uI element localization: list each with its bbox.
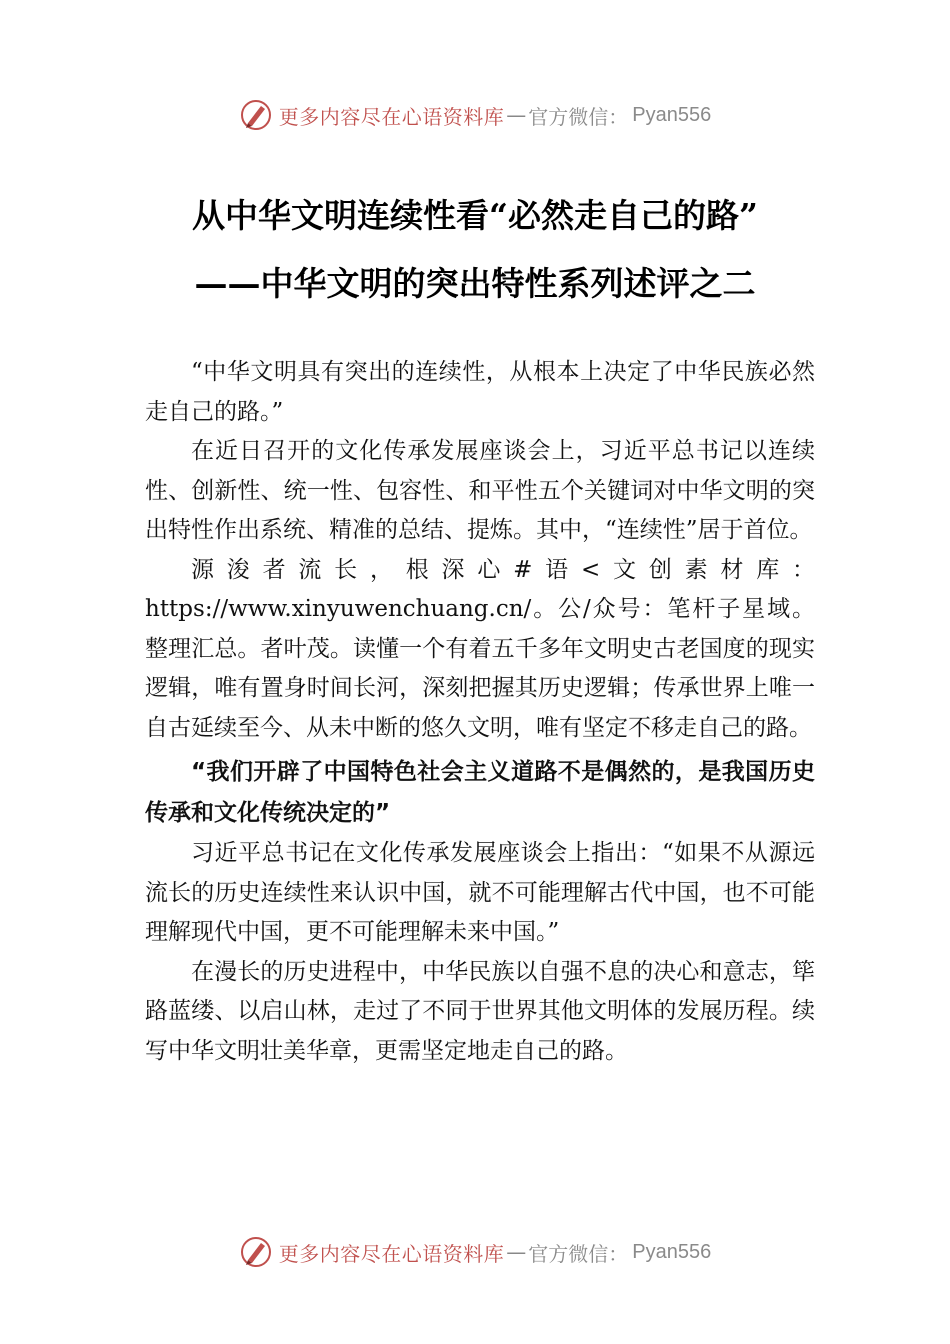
- section-heading: “我们开辟了中国特色社会主义道路不是偶然的，是我国历史传承和文化传统决定的”: [145, 759, 815, 826]
- paragraph-3: 源浚者流长，根深心#语<文创素材库：https://www.xinyuwenchuang.cn/。公/众号：笔杆子星域。整理汇总。者叶茂。读懂一个有着五千多年文明史古老国度的现实逻辑，唯有置身时间长河，深刻把握其历史逻辑；传承世界上唯一自古延续至今、从未中断的悠久文明，唯有坚定不移走自己的路。: [145, 556, 815, 741]
- pen-logo-icon: [239, 1235, 273, 1269]
- banner-text: 更多内容尽在心语资料库: [278, 104, 505, 129]
- article-body: [145, 353, 815, 1071]
- paragraph-4: 习近平总书记在文化传承发展座谈会上指出：“如果不从源远流长的历史连续性来认识中国，就不可能理解古代中国，也不可能理解现代中国，更不可能理解未来中国。”: [145, 840, 815, 945]
- banner-text: 更多内容尽在心语资料库: [278, 1241, 505, 1266]
- paragraph-5: 在漫长的历史进程中，中华民族以自强不息的决心和意志，筚路蓝缕、以启山林，走过了不同于世界其他文明体的发展历程。续写中华文明壮美华章，更需坚定地走自己的路。: [145, 958, 815, 1064]
- footer-banner: [0, 1232, 950, 1272]
- banner-separator: —: [506, 1240, 527, 1264]
- pen-logo-icon: [239, 98, 273, 132]
- document-title: 从中华文明连续性看“必然走自己的路”: [192, 196, 758, 235]
- banner-wechat-id: Pyan556: [632, 1240, 712, 1263]
- header-banner: [0, 95, 950, 135]
- banner-wechat-label: 官方微信：: [528, 104, 629, 129]
- banner-separator: —: [506, 103, 527, 127]
- banner-wechat-label: 官方微信：: [528, 1241, 629, 1266]
- document-subtitle: ——中华文明的突出特性系列述评之二: [194, 264, 756, 303]
- banner-wechat-id: Pyan556: [632, 103, 712, 126]
- paragraph-1: “中华文明具有突出的连续性，从根本上决定了中华民族必然走自己的路。”: [145, 359, 815, 425]
- paragraph-2: 在近日召开的文化传承发展座谈会上，习近平总书记以连续性、创新性、统一性、包容性、和平性五个关键词对中华文明的突出特性作出系统、精准的总结、提炼。其中，“连续性”居于首位。: [145, 438, 815, 543]
